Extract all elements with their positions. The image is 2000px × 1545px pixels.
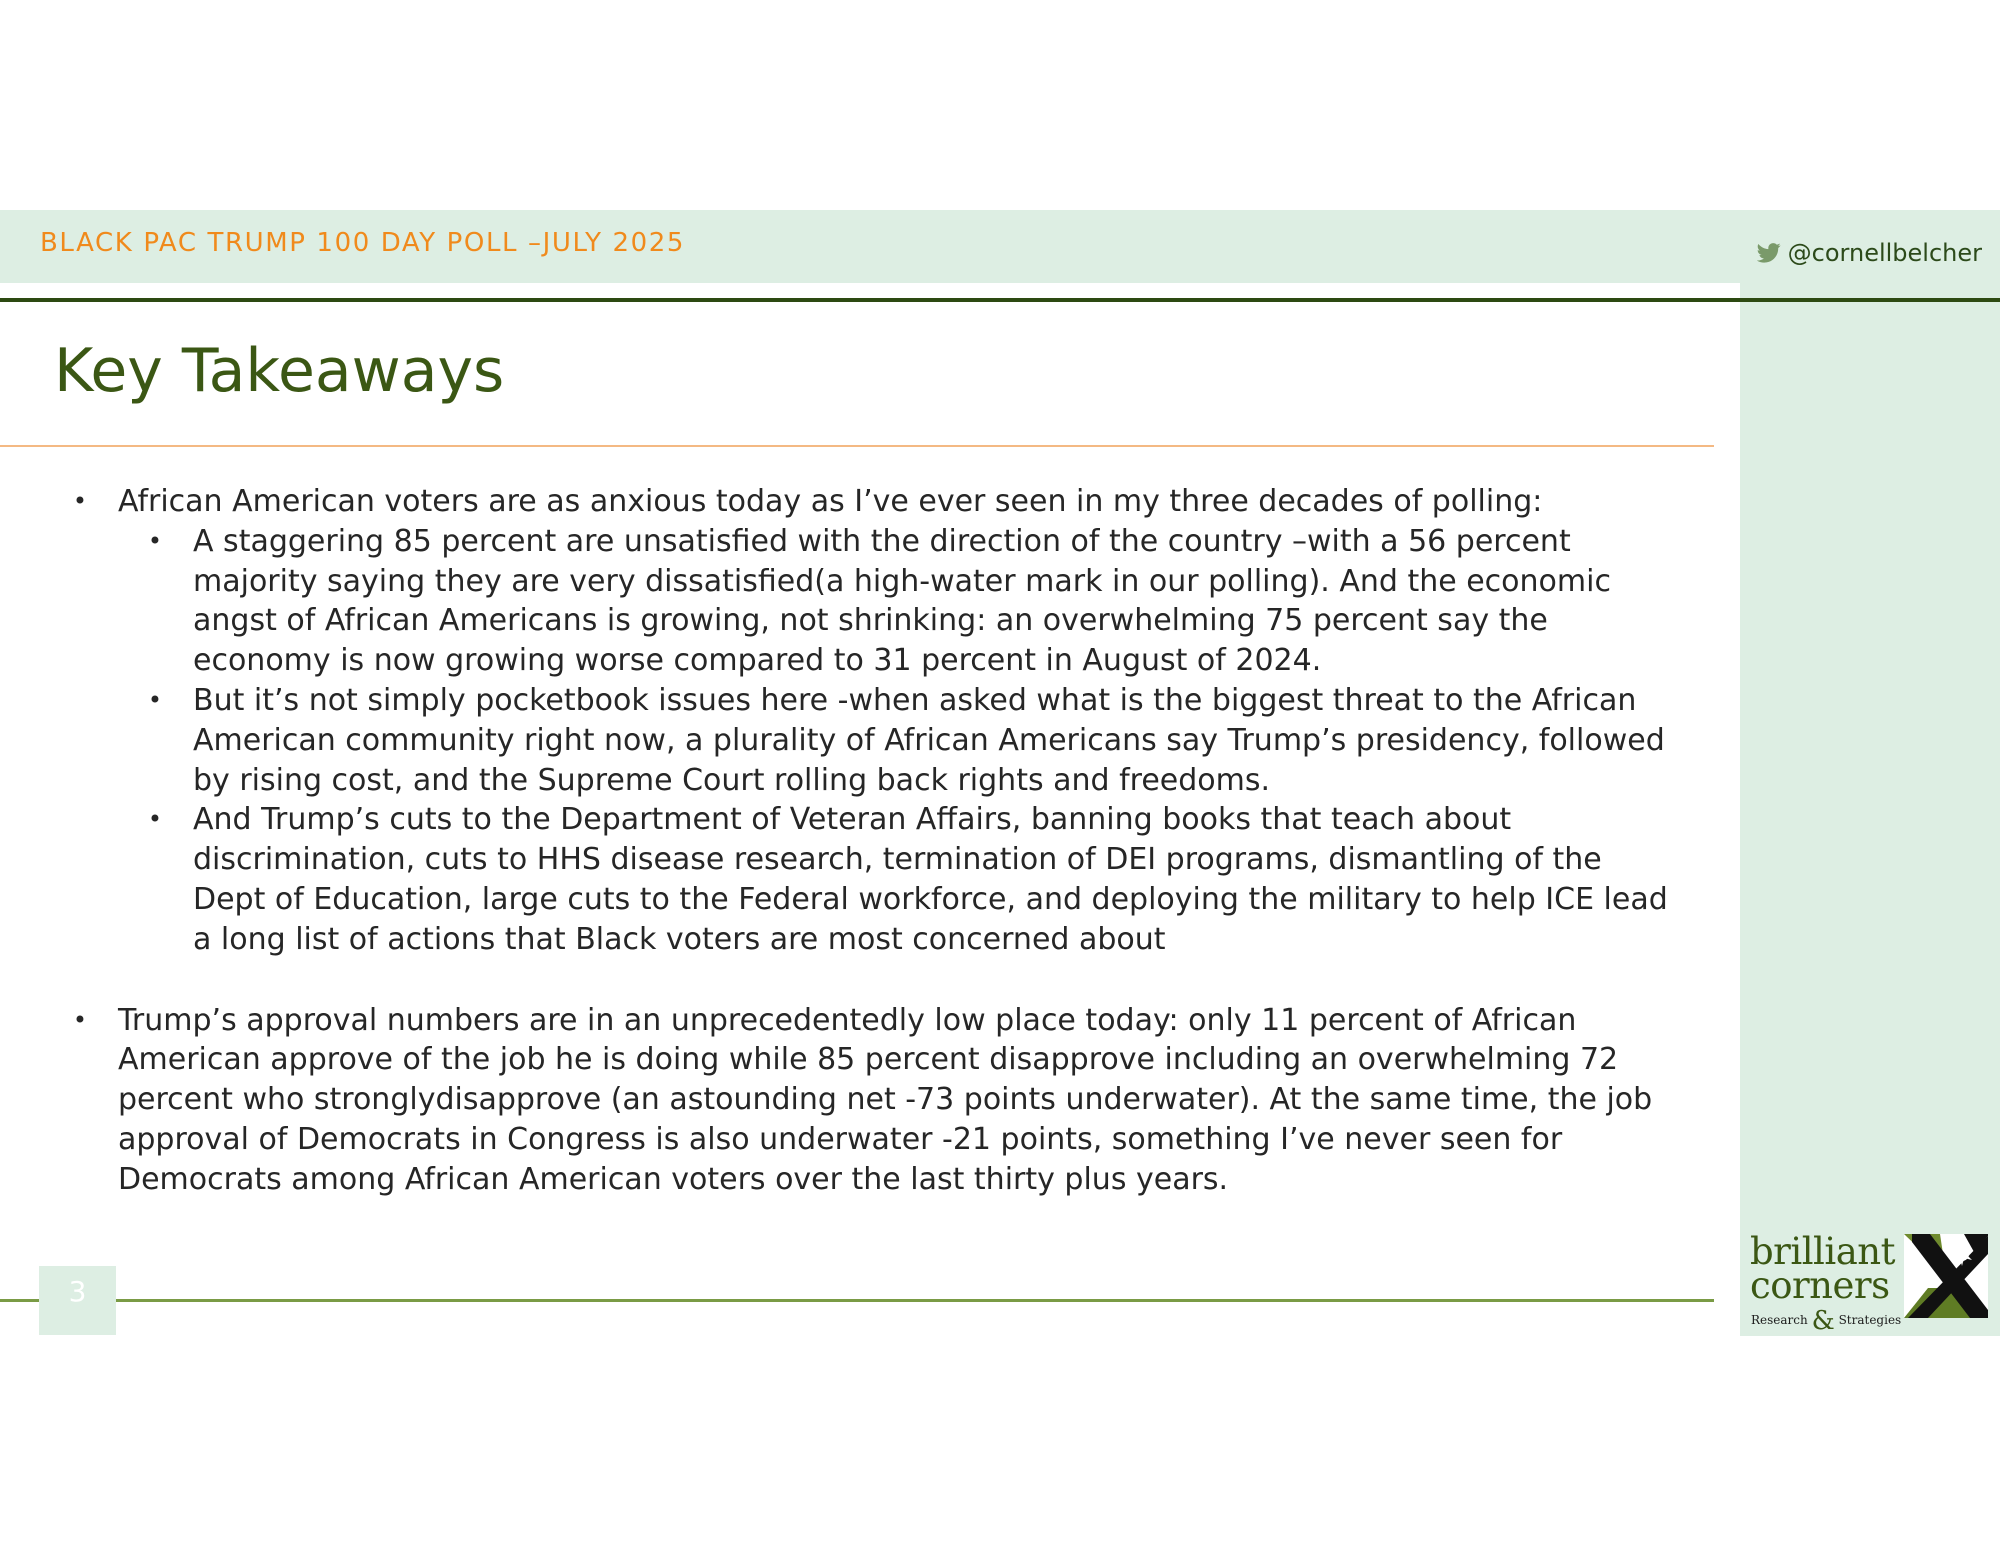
header-band xyxy=(0,210,2000,283)
twitter-handle[interactable]: @cornellbelcher xyxy=(1787,239,1982,267)
logo-x-mark-icon xyxy=(1904,1234,1988,1318)
logo-line-2: corners xyxy=(1750,1264,1890,1307)
slide xyxy=(0,210,2000,1336)
page-title: Key Takeaways xyxy=(54,336,505,406)
bullet-spacer xyxy=(70,960,1670,1001)
twitter-handle-group xyxy=(1757,239,1982,267)
footer-divider xyxy=(0,1299,1714,1302)
takeaways-list xyxy=(70,482,1670,1200)
sub-bullet-item xyxy=(145,522,1670,681)
sub-bullet-text: But it’s not simply pocketbook issues here -when asked what is the biggest threat to the African American community right now, a plurality of African Americans say Trump’s presidency, followed by rising cost, and the Supreme Court rolling back rights and freedoms. xyxy=(193,682,1665,798)
bullet-text: African American voters are as anxious today as I’ve ever seen in my three decades of polling: xyxy=(118,484,1543,519)
sub-bullet-text: A staggering 85 percent are unsatisfied with the direction of the country –with a 56 percent majority saying they are very dissatisfied(a high-water mark in our polling). And the economic angst of African Americans is growing, not shrinking: an overwhelming 75 percent say the economy is now growing worse compared to 31 percent in August of 2024. xyxy=(193,523,1611,679)
sub-bullet-item xyxy=(145,681,1670,800)
twitter-bird-icon xyxy=(1757,243,1781,263)
header-title: BLACK PAC TRUMP 100 DAY POLL –JULY 2025 xyxy=(40,228,686,258)
bullet-dot: • xyxy=(72,487,88,515)
right-side-band xyxy=(1740,283,2000,1336)
sub-bullet-item xyxy=(145,800,1670,959)
bullet-dot: • xyxy=(147,685,163,714)
bullet-dot: • xyxy=(72,1005,88,1034)
logo-ampersand: & xyxy=(1811,1306,1835,1336)
bullet-dot: • xyxy=(147,526,163,555)
logo-research: Research xyxy=(1751,1313,1808,1327)
page-number-box xyxy=(39,1266,116,1335)
bullet-item xyxy=(70,482,1670,522)
logo-strategies: Strategies xyxy=(1838,1313,1902,1327)
header-divider xyxy=(0,298,2000,302)
logo-line-1: brilliant xyxy=(1750,1230,1895,1273)
brilliant-corners-logo xyxy=(1748,1230,1988,1336)
sub-bullet-text: And Trump’s cuts to the Department of Veteran Affairs, banning books that teach about discrimination, cuts to HHS disease research, termination of DEI programs, dismantling of the Dept of Education, large cuts to the Federal workforce, and deploying the military to help ICE lead a long list of actions that Black voters are most concerned about xyxy=(193,802,1668,957)
bullet-dot: • xyxy=(147,805,163,834)
page-number: 3 xyxy=(68,1275,87,1308)
bullet-text: Trump’s approval numbers are in an unprecedentedly low place today: only 11 percent of African American approve of the job he is doing while 85 percent disapprove including an overwhelming 72 percent who stronglydisapprove (an astounding net -73 points underwater). At the same time, the job approval of Democrats in Congress is also underwater -21 points, something I’ve never seen for Democrats among African American voters over the last thirty plus years. xyxy=(118,1002,1653,1197)
title-divider xyxy=(0,445,1714,447)
logo-line-3 xyxy=(1751,1306,1902,1336)
bullet-item xyxy=(70,1001,1670,1200)
